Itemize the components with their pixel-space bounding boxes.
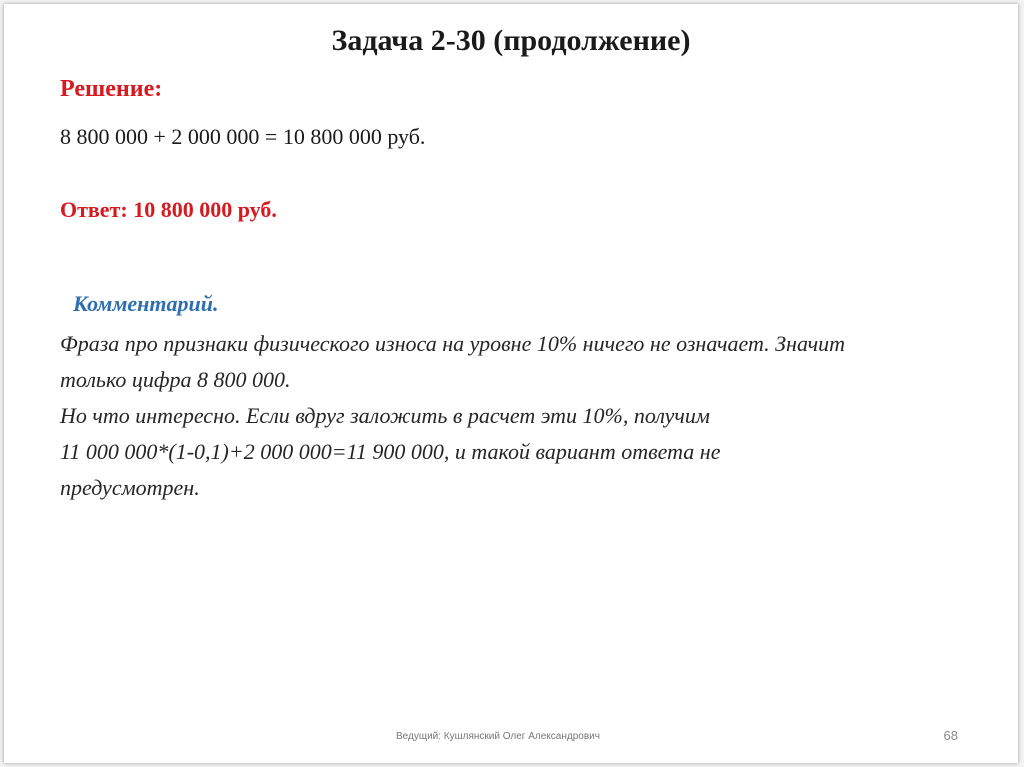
comment-body	[60, 326, 1000, 506]
comment-line: 11 000 000*(1-0,1)+2 000 000=11 900 000, и такой вариант ответа не	[60, 439, 721, 464]
solution-heading: Решение:	[60, 76, 163, 102]
answer-text: Ответ: 10 800 000 руб.	[60, 197, 277, 222]
comment-line: Но что интересно. Если вдруг заложить в расчет эти 10%, получим	[60, 403, 710, 428]
comment-line: предусмотрен.	[60, 475, 200, 500]
page-number: 68	[943, 728, 958, 743]
comment-line: только цифра 8 800 000.	[60, 367, 291, 392]
comment-heading: Комментарий.	[73, 291, 219, 316]
presenter-footer: Ведущий: Кушлянский Олег Александрович	[396, 731, 600, 742]
comment-line: Фраза про признаки физического износа на уровне 10% ничего не означает. Значит	[60, 331, 846, 356]
slide	[4, 4, 1018, 763]
solution-calculation: 8 800 000 + 2 000 000 = 10 800 000 руб.	[60, 124, 426, 149]
slide-title: Задача 2-30 (продолжение)	[331, 24, 691, 57]
